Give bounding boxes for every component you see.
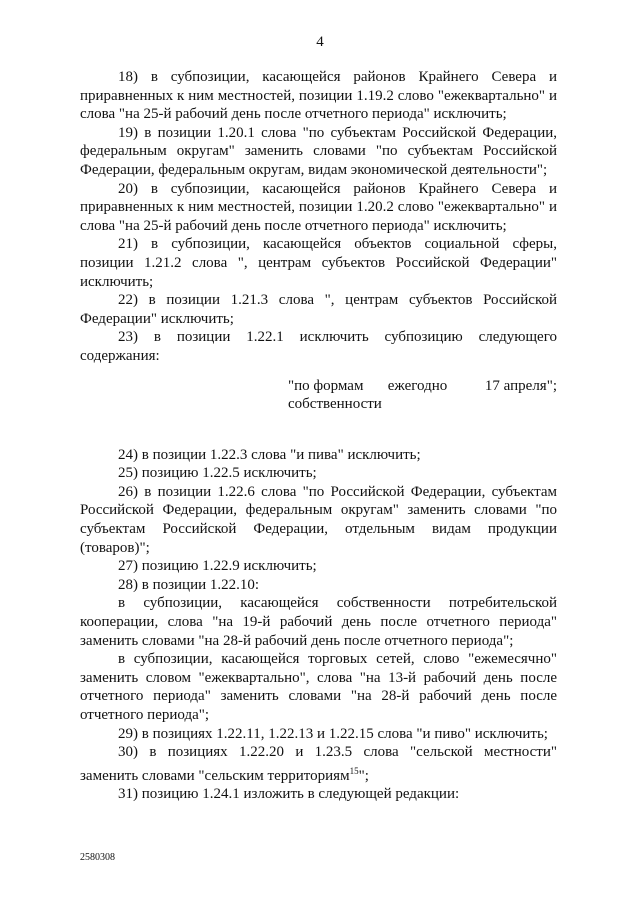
document-code: 2580308 <box>80 852 115 863</box>
paragraph-28-sub-1: в субпозиции, касающейся собственности потребительской кооперации, слова "на 19-й рабочий день после отчетного периода" заменить словами "на 28-й рабочий день после отчетного периода"; <box>80 595 557 649</box>
paragraph-28-sub-2: в субпозиции, касающейся торговых сетей, слово "ежемесячно" заменить словом "ежеквартально", слова "на 13-й рабочий день после отчетного периода" заменить словами "на 28-й рабочий день после отчетного периода"; <box>80 651 557 723</box>
paragraph-23: 23) в позиции 1.22.1 исключить субпозицию следующего содержания: <box>80 329 557 364</box>
paragraph-21: 21) в субпозиции, касающейся объектов социальной сферы, позиции 1.21.2 слова ", центрам субъектов Российской Федерации" исключить; <box>80 236 557 290</box>
table-cell-forms: "по формам <box>288 377 364 394</box>
paragraph-29: 29) в позициях 1.22.11, 1.22.13 и 1.22.15 слова "и пиво" исключить; <box>118 725 548 742</box>
paragraph-27: 27) позицию 1.22.9 исключить; <box>118 558 317 575</box>
excluded-subposition-table <box>288 377 557 414</box>
paragraph-24: 24) в позиции 1.22.3 слова "и пива" исключить; <box>118 446 421 463</box>
table-cell-date: 17 апреля"; <box>484 377 557 394</box>
footnote-marker: 15 <box>349 765 359 776</box>
paragraph-26: 26) в позиции 1.22.6 слова "по Российской Федерации, субъектам Российской Федерации, федеральным округам" заменить словами "по субъектам Российской Федерации, отдельным видам продукции (товаров)"; <box>80 483 557 556</box>
paragraph-30-text: 30) в позициях 1.22.20 и 1.23.5 слова "сельской местности" заменить словами "сельским территориям <box>80 744 557 784</box>
paragraph-22: 22) в позиции 1.21.3 слова ", центрам субъектов Российской Федерации" исключить; <box>80 292 557 327</box>
paragraph-19: 19) в позиции 1.20.1 слова "по субъектам Российской Федерации, федеральным округам" заменить словами "по субъектам Российской Федерации, федеральным округам, видам экономической деятельности"; <box>80 124 557 178</box>
paragraph-30 <box>80 743 557 785</box>
paragraph-30-tail: "; <box>358 767 369 784</box>
table-cell-ownership: собственности <box>288 396 382 413</box>
table-cell-frequency: ежегодно <box>387 377 448 394</box>
paragraph-18: 18) в субпозиции, касающейся районов Крайнего Севера и приравненных к ним местностей, позиции 1.19.2 слово "ежеквартально" и слова "на 25-й рабочий день после отчетного периода" исключить; <box>80 69 557 123</box>
page-number: 4 <box>316 34 324 50</box>
document-body <box>80 68 557 804</box>
paragraph-28: 28) в позиции 1.22.10: <box>118 576 260 593</box>
paragraph-20: 20) в субпозиции, касающейся районов Крайнего Севера и приравненных к ним местностей, позиции 1.20.2 слово "ежеквартально" и слова "на 25-й рабочий день после отчетного периода" исключить; <box>80 180 557 234</box>
paragraph-25: 25) позицию 1.22.5 исключить; <box>118 465 317 482</box>
paragraph-31: 31) позицию 1.24.1 изложить в следующей редакции: <box>118 786 460 803</box>
